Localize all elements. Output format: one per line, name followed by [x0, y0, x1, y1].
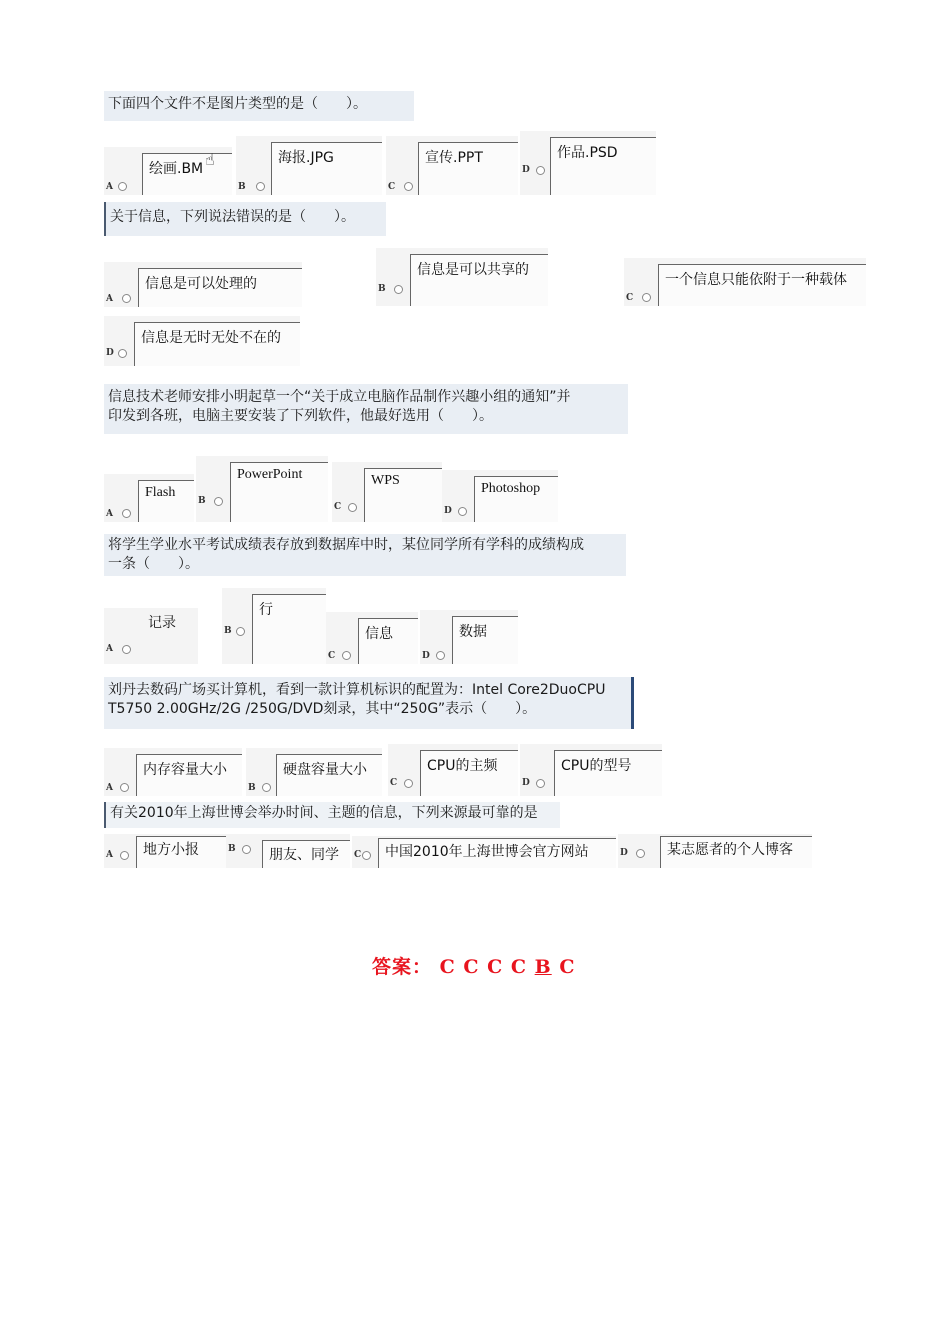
radio-button[interactable]	[404, 182, 413, 191]
option-text: 信息	[358, 618, 418, 664]
option-letter: A	[106, 509, 113, 519]
radio-button[interactable]	[636, 849, 645, 858]
q3-option-b[interactable]	[196, 456, 328, 522]
option-letter: D	[422, 651, 430, 661]
question-2-text: 关于信息，下列说法错误的是（ ）。	[104, 202, 386, 236]
option-letter: D	[522, 165, 530, 175]
option-text: CPU的型号	[554, 750, 662, 796]
radio-button[interactable]	[214, 497, 223, 506]
q5-option-b[interactable]	[246, 748, 382, 796]
radio-button[interactable]	[242, 845, 251, 854]
q6-option-b[interactable]	[226, 834, 350, 868]
radio-button[interactable]	[262, 783, 271, 792]
option-text: 行	[252, 594, 326, 664]
radio-button[interactable]	[256, 182, 265, 191]
question-1-text: 下面四个文件不是图片类型的是（ ）。	[104, 91, 414, 121]
option-text: 硬盘容量大小	[276, 754, 382, 796]
radio-button[interactable]	[642, 293, 651, 302]
radio-button[interactable]	[122, 645, 131, 654]
q3-option-d[interactable]	[442, 470, 558, 522]
radio-button[interactable]	[122, 509, 131, 518]
option-letter: B	[228, 844, 236, 854]
option-text: 记录	[148, 615, 176, 631]
option-text: 信息是可以处理的	[138, 268, 302, 307]
q6-option-d[interactable]	[618, 834, 812, 868]
hand-cursor-icon: ☝	[205, 150, 215, 169]
option-text: 朋友、同学	[262, 840, 350, 868]
option-text: CPU的主频	[420, 750, 518, 796]
option-letter: B	[248, 783, 256, 793]
answer-letter: B	[534, 956, 552, 978]
option-letter: C	[334, 502, 342, 512]
q4-option-c[interactable]	[326, 612, 418, 664]
answer-letter: C	[463, 956, 480, 978]
option-text: Photoshop	[474, 476, 558, 522]
option-text: Flash	[138, 480, 194, 522]
option-letter: A	[106, 644, 113, 654]
q2-option-a[interactable]	[104, 262, 302, 307]
radio-button[interactable]	[362, 851, 371, 860]
option-text: 中国2010年上海世博会官方网站	[378, 838, 616, 868]
option-text: 海报.JPG	[271, 142, 382, 195]
option-letter: D	[106, 348, 114, 358]
option-letter: C	[626, 293, 634, 303]
answer-letter: C	[487, 956, 504, 978]
option-letter: A	[106, 783, 113, 793]
option-letter: A	[106, 294, 113, 304]
q4-option-b[interactable]	[222, 588, 326, 664]
radio-button[interactable]	[536, 779, 545, 788]
radio-button[interactable]	[122, 294, 131, 303]
radio-button[interactable]	[458, 507, 467, 516]
radio-button[interactable]	[342, 651, 351, 660]
option-text: 某志愿者的个人博客	[660, 836, 812, 868]
option-letter: A	[106, 182, 113, 192]
radio-button[interactable]	[348, 503, 357, 512]
option-text: PowerPoint	[230, 462, 328, 522]
answer-letter: C	[439, 956, 456, 978]
option-letter: C	[388, 182, 396, 192]
option-letter: B	[378, 284, 386, 294]
option-letter: D	[620, 848, 628, 858]
radio-button[interactable]	[118, 349, 127, 358]
option-text: 宣传.PPT	[418, 142, 518, 195]
question-5-text: 刘丹去数码广场买计算机，看到一款计算机标识的配置为：Intel Core2DuoCPU T5750 2.00GHz/2G /250G/DVD刻录，其中“250G”表示（ ）。	[104, 677, 634, 729]
radio-button[interactable]	[404, 779, 413, 788]
radio-button[interactable]	[394, 285, 403, 294]
q3-option-a[interactable]	[104, 474, 194, 522]
option-text: 内存容量大小	[136, 754, 242, 796]
option-letter: C	[390, 778, 398, 788]
option-text: WPS	[364, 468, 442, 522]
q2-option-b[interactable]	[376, 248, 548, 306]
q1-option-d[interactable]	[520, 131, 656, 195]
option-letter: B	[198, 496, 206, 506]
option-letter: D	[444, 506, 452, 516]
radio-button[interactable]	[536, 166, 545, 175]
radio-button[interactable]	[236, 627, 245, 636]
q2-option-c[interactable]	[624, 258, 866, 306]
question-3-text: 信息技术老师安排小明起草一个“关于成立电脑作品制作兴趣小组的通知”并 印发到各班，电脑主要安装了下列软件，他最好选用（ ）。	[104, 384, 628, 434]
q6-option-c[interactable]	[352, 836, 616, 868]
answer-letter: C	[510, 956, 528, 978]
question-6-text: 有关2010年上海世博会举办时间、主题的信息，下列来源最可靠的是	[104, 802, 560, 828]
q5-option-a[interactable]	[104, 748, 242, 796]
q3-option-c[interactable]	[332, 462, 442, 522]
answer-key	[372, 952, 575, 979]
option-letter: A	[106, 850, 113, 860]
q4-option-d[interactable]	[420, 610, 518, 664]
option-text: 数据	[452, 616, 518, 664]
q1-option-c[interactable]	[386, 136, 518, 195]
option-text: 信息是无时无处不在的	[134, 322, 300, 366]
option-text: 信息是可以共享的	[410, 254, 548, 306]
option-letter: C	[328, 651, 336, 661]
radio-button[interactable]	[120, 783, 129, 792]
question-4-text: 将学生学业水平考试成绩表存放到数据库中时，某位同学所有学科的成绩构成 一条（ ）。	[104, 534, 626, 576]
q4-option-a[interactable]	[104, 608, 198, 664]
q5-option-c[interactable]	[388, 744, 518, 796]
option-text: 地方小报	[136, 836, 226, 868]
radio-button[interactable]	[118, 182, 127, 191]
option-text: 一个信息只能依附于一种载体	[658, 264, 866, 306]
answer-letter: C	[559, 956, 576, 978]
answer-label: 答案：	[372, 956, 433, 978]
option-text: 作品.PSD	[550, 137, 656, 195]
radio-button[interactable]	[436, 651, 445, 660]
option-letter: D	[522, 778, 530, 788]
option-letter: B	[224, 626, 232, 636]
option-letter: C	[354, 850, 362, 860]
option-text: 绘画.BM	[142, 153, 232, 195]
q2-option-d[interactable]	[104, 316, 300, 366]
radio-button[interactable]	[120, 851, 129, 860]
q6-option-a[interactable]	[104, 834, 226, 868]
option-letter: B	[238, 182, 246, 192]
q1-option-b[interactable]	[236, 136, 382, 195]
q5-option-d[interactable]	[520, 744, 662, 796]
